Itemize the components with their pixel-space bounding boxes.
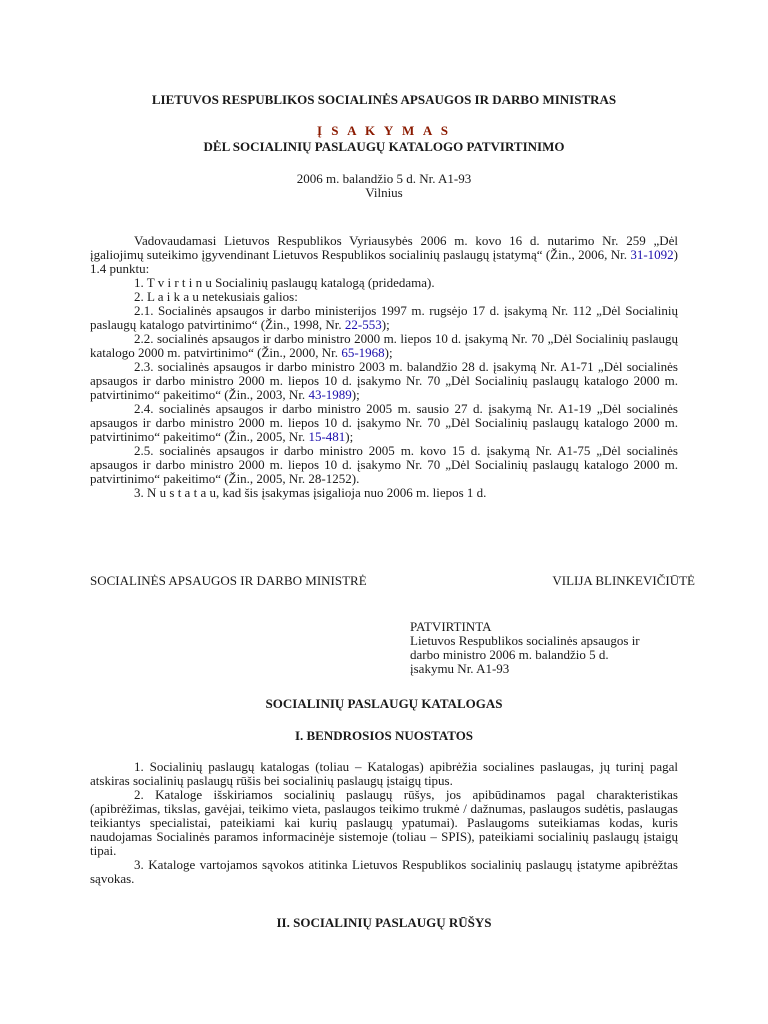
approval-block	[410, 620, 682, 676]
order-word: Į S A K Y M A S	[317, 123, 451, 138]
reference-link-65-1968[interactable]: 65-1968	[341, 345, 385, 360]
item-text: , kad šis įsakymas įsigalioja nuo 2006 m. liepos 1 d.	[215, 485, 487, 500]
item-2-2	[90, 332, 678, 360]
item-text: 2.2. socialinės apsaugos ir darbo ministro 2000 m. liepos 10 d. įsakymą Nr. 70 „Dėl Socialinių paslaugų katalogo 2000 m. patvirtinimo“ (Žin., 2000, Nr.	[90, 331, 678, 360]
approval-line: Lietuvos Respublikos socialinės apsaugos ir	[410, 633, 640, 648]
item-3	[90, 486, 678, 500]
signatory-position: SOCIALINĖS APSAUGOS IR DARBO MINISTRĖ	[90, 573, 367, 588]
section-1-body	[90, 760, 678, 886]
item-2	[90, 290, 678, 304]
item-text: Socialinių paslaugų katalogą (pridedama).	[211, 275, 435, 290]
intro-paragraph	[90, 234, 678, 276]
catalog-title: SOCIALINIŲ PASLAUGŲ KATALOGAS	[265, 696, 503, 711]
item-verb: N u s t a t a u	[147, 485, 216, 500]
section-heading: II. SOCIALINIŲ PASLAUGŲ RŪŠYS	[276, 915, 492, 930]
catalog-paragraph-3: 3. Kataloge vartojamos sąvokos atitinka Lietuvos Respublikos socialinių paslaugų įstatyme apibrėžtas sąvokas.	[90, 857, 678, 886]
catalog-paragraph-1: 1. Socialinių paslaugų katalogas (toliau – Katalogas) apibrėžia socialines paslaugas, jų turinį pagal atskiras socialinių paslaugų rūšis bei socialinių paslaugų įstaigų tipus.	[90, 759, 678, 788]
order-date-number: 2006 m. balandžio 5 d. Nr. A1-93	[296, 171, 472, 186]
approval-label: PATVIRTINTA	[410, 619, 492, 634]
reference-link-43-1989[interactable]: 43-1989	[308, 387, 352, 402]
item-verb: L a i k a u	[147, 289, 199, 304]
item-number: 2.	[134, 289, 147, 304]
item-2-1	[90, 304, 678, 332]
item-number: 1.	[134, 275, 147, 290]
item-text: netekusiais galios:	[198, 289, 298, 304]
item-text-end: );	[381, 317, 390, 332]
reference-link-22-553[interactable]: 22-553	[344, 317, 382, 332]
catalog-paragraph-2: 2. Kataloge išskiriamos socialinių paslaugų rūšys, jos apibūdinamos pagal charakteristikas (apibrėžimas, tikslas, gavėjai, teikimo vieta, paslaugos teikimo trukmė / dažnumas, paslaugos sudėtis, paslaugas teikiantys specialistai, pateikiami kai kurių paslaugų ypatumai). Paslaugoms suteikiamas kodas, kuris naudojamas Socialinės paramos informacinėje sistemoje (toliau – SPIS), pateikiami socialinių paslaugų įstaigų tipai.	[90, 787, 678, 858]
item-number: 3.	[134, 485, 147, 500]
item-text-end: );	[384, 345, 393, 360]
order-body	[90, 234, 678, 500]
item-text-end: );	[351, 387, 360, 402]
item-text: 2.3. socialinės apsaugos ir darbo ministro 2003 m. balandžio 28 d. įsakymą Nr. A1-71 „Dėl socialinės apsaugos ir darbo ministro 2000 m. liepos 10 d. įsakymo Nr. 70 „Dėl Socialinių paslaugų katalogo 2000 m. patvirtinimo“ pakeitimo“ (Žin., 2003, Nr.	[90, 359, 678, 402]
intro-text-end: ) 1.4 punktu:	[90, 247, 678, 276]
item-1	[90, 276, 678, 290]
order-title: DĖL SOCIALINIŲ PASLAUGŲ KATALOGO PATVIRTINIMO	[203, 139, 565, 154]
item-2-4	[90, 402, 678, 444]
item-2-5: 2.5. socialinės apsaugos ir darbo ministro 2005 m. kovo 15 d. įsakymą Nr. A1-75 „Dėl socialinės apsaugos ir darbo ministro 2000 m. liepos 10 d. įsakymo Nr. 70 „Dėl Socialinių paslaugų katalogo 2000 m. patvirtinimo“ pakeitimo“ (Žin., 2005, Nr. 28-1252).	[90, 443, 678, 486]
signature-line	[90, 573, 695, 588]
item-verb: T v i r t i n u	[146, 275, 212, 290]
item-text: 2.1. Socialinės apsaugos ir darbo ministerijos 1997 m. rugsėjo 17 d. įsakymą Nr. 112 „Dėl Socialinių paslaugų katalogo patvirtinimo“ (Žin., 1998, Nr.	[90, 303, 678, 332]
reference-link-15-481[interactable]: 15-481	[308, 429, 346, 444]
item-text: 2.4. socialinės apsaugos ir darbo ministro 2005 m. sausio 27 d. įsakymą Nr. A1-19 „Dėl socialinės apsaugos ir darbo ministro 2000 m. liepos 10 d. įsakymo Nr. 70 „Dėl Socialinių paslaugų katalogo 2000 m. patvirtinimo“ pakeitimo“ (Žin., 2005, Nr.	[90, 401, 678, 444]
ministry-heading: LIETUVOS RESPUBLIKOS SOCIALINĖS APSAUGOS IR DARBO MINISTRAS	[151, 92, 617, 107]
approval-line: darbo ministro 2006 m. balandžio 5 d.	[410, 647, 609, 662]
item-text-end: );	[345, 429, 354, 444]
reference-link-31-1092[interactable]: 31-1092	[630, 247, 674, 262]
section-heading: I. BENDROSIOS NUOSTATOS	[294, 728, 474, 743]
item-2-3	[90, 360, 678, 402]
approval-line: įsakymu Nr. A1-93	[410, 661, 510, 676]
order-place: Vilnius	[365, 185, 403, 200]
signatory-name: VILIJA BLINKEVIČIŪTĖ	[552, 573, 695, 588]
intro-text: Vadovaudamasi Lietuvos Respublikos Vyriausybės 2006 m. kovo 16 d. nutarimo Nr. 259 „Dėl įgaliojimų suteikimo įgyvendinant Lietuvos Respublikos socialinių paslaugų įstatymą“ (Žin., 2006, Nr.	[90, 233, 678, 262]
